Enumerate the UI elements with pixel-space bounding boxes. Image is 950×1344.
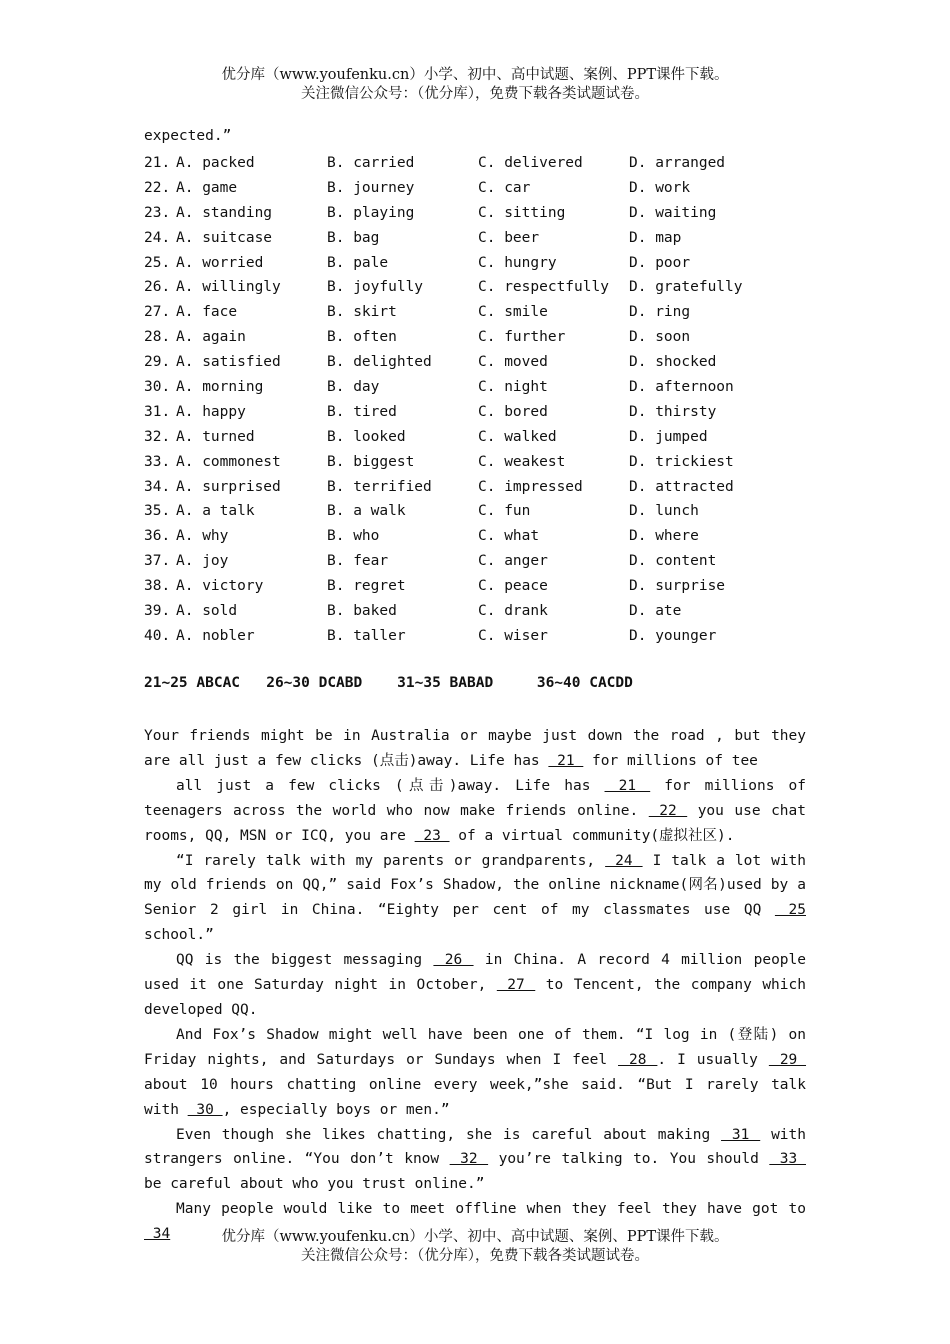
option-b: B. day [327,379,380,396]
question-number: 35. [144,503,171,520]
blank-22: 22 [648,802,688,819]
option-b: B. baked [327,603,397,620]
blank-27: 27 [496,977,536,994]
option-a: A. joy [176,553,229,570]
blank-32: 32 [449,1151,489,1168]
paragraph-3: “I rarely talk with my parents or grandparents, 24 I talk a lot with my old friends on QQ,” said Fox’s Shadow, the online nickname(网名)used by a Senior 2 girl in China. “Eighty per cent of my classmates use QQ 25 school.” [144,852,807,944]
blank-28: 28 [618,1051,658,1068]
option-d: D. jumped [629,428,708,445]
question-number: 30. [144,379,171,396]
option-b: B. journey [327,179,415,196]
option-c: C. car [478,179,531,196]
paragraph-1: Your friends might be in Australia or maybe just down the road , but they are all just a few clicks (点击)away. Life has 21 for millions of tee [144,728,806,769]
option-b: B. carried [327,155,415,171]
option-d: D. waiting [629,204,717,221]
blank-21: 21 [604,777,651,794]
question-number: 34. [144,478,171,495]
question-number: 21. [144,155,171,171]
option-a: A. suitcase [176,229,273,246]
paragraph-4: QQ is the biggest messaging 26 in China. A record 4 million people used it one Saturday night in October, 27 to Tencent, the company which developed QQ. [144,952,806,1018]
option-b: B. who [327,528,380,545]
option-c: C. delivered [478,155,583,171]
question-number: 23. [144,204,171,221]
option-d: D. soon [629,329,691,346]
option-c: C. night [478,379,548,396]
option-b: B. skirt [327,304,397,321]
question-number: 39. [144,603,171,620]
option-b: B. taller [327,627,406,644]
option-c: C. anger [478,553,548,570]
option-c: C. bored [478,403,548,420]
option-a: A. sold [176,603,238,620]
option-d: D. content [629,553,717,570]
option-c: C. what [478,528,540,545]
paragraph-6: Even though she likes chatting, she is careful about making 31 with strangers online. “You don’t know 32 you’re talking to. You should 33 be careful about who you trust online.” [144,1126,806,1193]
option-a: A. why [176,528,229,545]
option-b: B. biggest [327,453,415,470]
option-a: A. happy [176,403,246,420]
option-c: C. beer [478,229,540,246]
option-b: B. playing [327,204,415,221]
option-d: D. gratefully [629,279,743,296]
option-b: B. a walk [327,503,406,520]
option-d: D. trickiest [629,453,734,470]
option-d: D. poor [629,254,691,271]
blank-21: 21 [548,752,584,769]
header-line-2: 关注微信公众号：（优分库），免费下载各类试题试卷。 [301,86,649,102]
question-number: 38. [144,578,171,595]
option-b: B. regret [327,578,406,595]
option-b: B. joyfully [327,279,424,296]
question-number: 24. [144,229,171,246]
option-d: D. lunch [629,503,699,520]
blank-26: 26 [433,952,474,969]
option-b: B. pale [327,254,389,271]
question-number: 31. [144,403,171,420]
option-d: D. ring [629,304,691,321]
option-c: C. peace [478,578,548,595]
blank-33: 33 [769,1151,806,1168]
option-a: A. morning [176,379,264,396]
option-d: D. afternoon [629,379,734,396]
option-b: B. bag [327,229,380,246]
option-a: A. standing [176,204,273,221]
page-footer [0,1228,950,1266]
blank-23: 23 [414,827,450,844]
blank-24: 24 [605,852,643,869]
blank-25: 25 [774,902,806,919]
option-c: C. fun [478,503,531,520]
blank-31: 31 [721,1126,761,1143]
footer-line-2: 关注微信公众号：（优分库），免费下载各类试题试卷。 [301,1248,649,1264]
option-b: B. terrified [327,478,432,495]
option-d: D. where [629,528,699,545]
option-c: C. respectfully [478,279,609,296]
option-d: D. arranged [629,155,726,171]
option-b: B. fear [327,553,389,570]
option-b: B. looked [327,428,406,445]
question-number: 37. [144,553,171,570]
option-b: B. tired [327,403,397,420]
paragraph-5: And Fox’s Shadow might well have been one of them. “I log in (登陆) on Friday nights, and Saturdays or Sundays when I feel 28 . I usually 29 about 10 hours chatting online every week,”she said. “But I rarely talk with 30 , especially boys or men.” [144,1026,807,1118]
option-a: A. nobler [176,627,255,644]
question-number: 25. [144,254,171,271]
option-d: D. shocked [629,354,717,371]
footer-line-1: 优分库（www.youfenku.cn）小学、初中、高中试题、案例、PPT课件下载。 [221,1229,729,1245]
option-d: D. thirsty [629,403,717,420]
continued-text: expected.” [144,128,232,144]
question-number: 32. [144,428,171,445]
option-a: A. game [176,179,238,196]
option-b: B. often [327,329,397,346]
page-header [0,66,950,104]
option-a: A. face [176,304,238,321]
option-d: D. younger [629,627,717,644]
option-a: A. satisfied [176,354,281,371]
paragraph-7: Many people would like to meet offline when they feel they have got to 34 [144,1201,806,1243]
question-number: 40. [144,627,171,644]
question-number: 26. [144,279,171,296]
passage [144,724,806,1247]
option-c: C. smile [478,304,548,321]
blank-34: 34 [144,1226,171,1243]
blank-30: 30 [187,1101,223,1118]
option-c: C. further [478,329,566,346]
option-c: C. walked [478,428,557,445]
option-d: D. attracted [629,478,734,495]
question-number: 28. [144,329,171,346]
question-number: 22. [144,179,171,196]
option-d: D. ate [629,603,682,620]
option-a: A. again [176,329,246,346]
option-a: A. a talk [176,503,255,520]
header-line-1: 优分库（www.youfenku.cn）小学、初中、高中试题、案例、PPT课件下载。 [221,67,729,83]
option-b: B. delighted [327,354,432,371]
option-c: C. impressed [478,478,583,495]
option-d: D. work [629,179,691,196]
option-c: C. weakest [478,453,566,470]
option-c: C. hungry [478,254,557,271]
option-a: A. commonest [176,453,281,470]
question-number: 36. [144,528,171,545]
option-a: A. surprised [176,478,281,495]
question-number: 27. [144,304,171,321]
option-a: A. turned [176,428,255,445]
option-a: A. victory [176,578,264,595]
option-a: A. worried [176,254,264,271]
blank-29: 29 [768,1051,807,1068]
option-c: C. wiser [478,627,548,644]
option-c: C. drank [478,603,548,620]
answer-key: 21~25 ABCAC 26~30 DCABD 31~35 BABAD 36~40 CACDD [144,675,633,691]
option-c: C. sitting [478,204,566,221]
question-number: 33. [144,453,171,470]
option-a: A. willingly [176,279,281,296]
option-c: C. moved [478,354,548,371]
option-a: A. packed [176,155,255,171]
option-d: D. map [629,229,682,246]
paragraph-2: all just a few clicks (点击)away. Life has 21 for millions of teenagers across the world who now make friends online. 22 you use chat rooms, QQ, MSN or ICQ, you are 23 of a virtual community(虚拟社区). [144,777,806,844]
question-number: 29. [144,354,171,371]
option-d: D. surprise [629,578,726,595]
